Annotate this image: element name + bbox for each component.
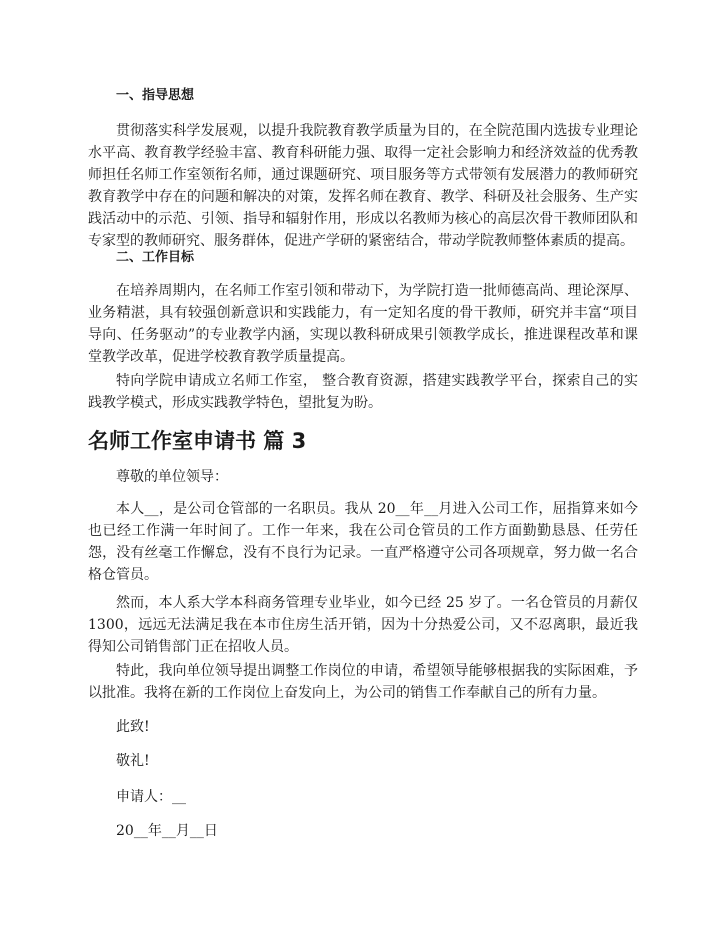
letter-paragraph-2: 然而，本人系大学本科商务管理专业毕业，如今已经 25 岁了。一名仓管员的月薪仅 1300，远远无法满足我在本市住房生活开销，因为十分热爱公司，又不忍离职，最近我得知公司销售部门正在招收人员。 [88, 595, 638, 655]
letter-paragraph-3: 特此，我向单位领导提出调整工作岗位的申请，希望领导能够根据我的实际困难，予以批准。我将在新的工作岗位上奋发向上，为公司的销售工作奉献自己的所有力量。 [88, 663, 638, 701]
letter-closing-ci-zhi: 此致! [116, 719, 150, 735]
section-heading-work-goals: 二、工作目标 [116, 250, 195, 265]
paragraph-work-goals: 在培养周期内，在名师工作室引领和带动下，为学院打造一批师德高尚、理论深厚、业务精湛，具有较强创新意识和实践能力，有一定知名度的骨干教师，研究并丰富“项目导向、任务驱动”的专业教学内涵，实现以教科研成果引领教学成长，推进课程改革和课堂教学改革，促进学校教育教学质量提高。 [88, 283, 638, 365]
letter-paragraph-1: 本人__，是公司仓管部的一名职员。我从 20__年__月进入公司工作，屈指算来如今也已经工作满一年时间了。工作一年来，我在公司仓管员的工作方面勤勤恳恳、任劳任怨，没有丝毫工作懈怠，没有不良行为记录。一直严格遵守公司各项规章，努力做一名合格仓管员。 [88, 501, 638, 583]
article-title: 名师工作室申请书 篇 3 [88, 429, 307, 453]
section-heading-guiding-ideology: 一、指导思想 [116, 88, 195, 103]
paragraph-application-request: 特向学院申请成立名师工作室， 整合教育资源，搭建实践教学平台，探索自己的实践教学模式，形成实践教学特色，望批复为盼。 [88, 373, 638, 411]
letter-closing-jing-li: 敬礼! [116, 753, 150, 769]
letter-greeting: 尊敬的单位领导： [116, 469, 228, 485]
letter-date: 20__年__月__日 [116, 823, 218, 839]
letter-applicant: 申请人：__ [116, 789, 186, 805]
paragraph-guiding-ideology: 贯彻落实科学发展观，以提升我院教育教学质量为目的，在全院范围内选拔专业理论水平高、教育教学经验丰富、教育科研能力强、取得一定社会影响力和经济效益的优秀教师担任名师工作室领衔名师，通过课题研究、项目服务等方式带领有发展潜力的教师研究教育教学中存在的问题和解决的对策，发挥名师在教育、教学、科研及社会服务、生产实践活动中的示范、引领、指导和辐射作用，形成以名教师为核心的高层次骨干教师团队和专家型的教师研究、服务群体，促进产学研的紧密结合，带动学院教师整体素质的提高。 [88, 123, 638, 249]
